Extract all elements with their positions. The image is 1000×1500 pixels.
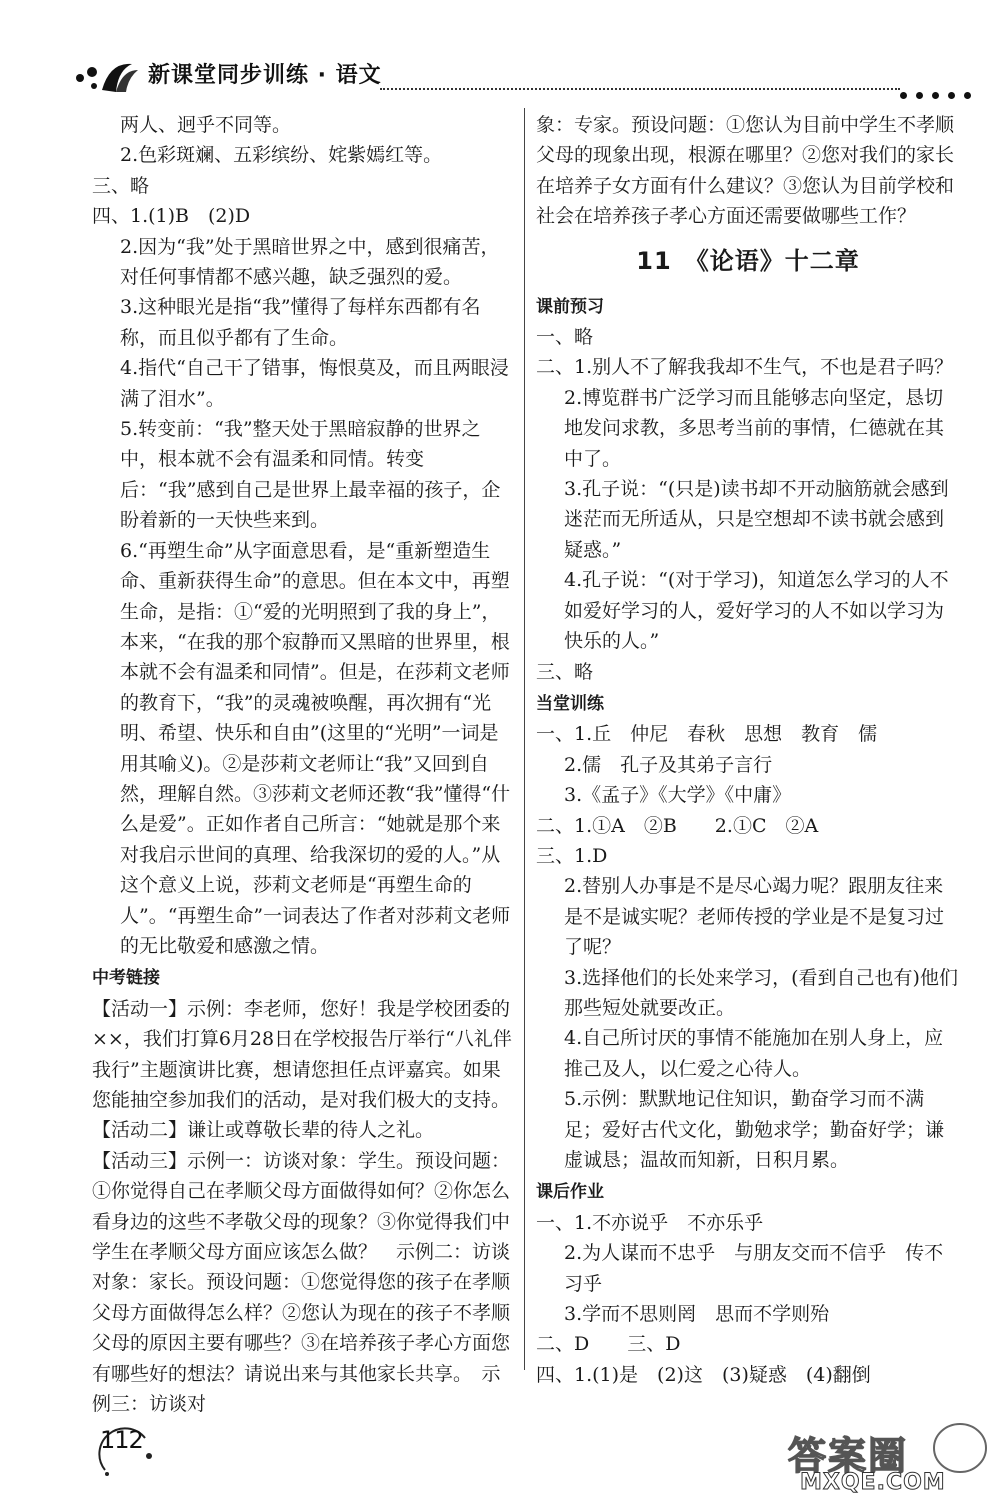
answer-line: 5.转变前：“我”整天处于黑暗寂静的世界之中，根本就不会有温柔和同情。转变后：“我”感到自己是世界上最幸福的孩子，企盼着新的一天快些来到。 [120,418,501,532]
answer-line: 两人、迥乎不同等。 [120,114,292,136]
activity-item: 【活动一】示例：李老师，您好！我是学校团委的××，我们打算6月28日在学校报告厅举行“八礼伴我行”主题演讲比赛，想请您担任点评嘉宾。如果您能抽空参加我们的活动，是对我们极大的支持。 [92,997,512,1111]
answer-line: 一、1.不亦说乎 不亦乐乎 [536,1211,764,1234]
answer-line: 二、D 三、D [536,1333,681,1356]
answer-line: 2.因为“我”处于黑暗世界之中，感到很痛苦，对任何事情都不感兴趣，缺乏强烈的爱。 [120,235,500,289]
chapter-title: 11 《论语》十二章 [636,246,860,275]
answer-line: 3.《孟子》《大学》《中庸》 [564,784,792,807]
activity-item: 【活动三】示例一：访谈对象：学生。预设问题：①你觉得自己在孝顺父母方面做得如何？②你怎么看身边的这些不孝敬父母的现象？③你觉得我们中学生在孝顺父母方面应该怎么做？ 示例二：访谈对象：家长。预设问题：①您觉得您的孩子在孝顺父母方面做得怎么样？②您认为现在的孩子不孝顺父母的原因主要有哪些？③在培养孩子孝心方面您有哪些好的想法？请说出来与其他家长共享。 示例三：访谈对 [92,1149,511,1416]
answer-line: 3.学而不思则罔 思而不学则殆 [564,1303,830,1326]
header-dots [900,84,980,103]
answer-line: 2.博览群书广泛学习而且能够志向坚定，恳切地发问求教，多思考当前的事情，仁德就在其中了。 [564,386,945,470]
answer-line: 2.儒 孔子及其弟子言行 [564,753,773,776]
header-dotted-rule [380,88,900,90]
answer-line: 2.为人谋而不忠乎 与朋友交而不信乎 传不习乎 [564,1242,944,1295]
answer-line: 一、略 [536,326,594,349]
answer-line: 4.指代“自己干了错事，悔恨莫及，而且两眼浸满了泪水”。 [120,357,509,410]
answer-line: 一、1.丘 仲尼 春秋 思想 教育 儒 [536,723,878,746]
watermark-url: MXQE.COM [800,1470,946,1495]
answer-line: 象：专家。预设问题：①您认为目前中学生不孝顺父母的现象出现，根源在哪里？②您对我们的家长在培养子女方面有什么建议？③您认为目前学校和社会在培养孩子孝心方面还需要做哪些工作？ [536,114,955,228]
right-column [536,110,960,1390]
answer-line: 4.自己所讨厌的事情不能施加在别人身上，应推己及人，以仁爱之心待人。 [564,1027,944,1080]
answer-line: 三、略 [536,660,594,683]
section-heading-preview: 课前预习 [536,296,604,317]
answer-line: 四、1.(1)B (2)D [92,205,251,228]
series-title: 新课堂同步训练 · 语文 [148,63,382,88]
answer-line: 5.示例：默默地记住知识，勤奋学习而不满足；爱好古代文化，勤勉求学；勤奋好学；谦虚诚恳；温故而知新，日积月累。 [564,1088,945,1171]
left-column [92,110,516,1419]
answer-line: 3.选择他们的长处来学习，(看到自己也有)他们那些短处就要改正。 [564,966,958,1019]
answer-line: 四、1.(1)是 (2)这 (3)疑惑 (4)翻倒 [536,1363,871,1386]
answer-line: 2.替别人办事是不是尽心竭力呢？跟朋友往来是不是诚实呢？老师传授的学业是不是复习过了呢？ [564,875,945,959]
answer-line: 3.孔子说：“(只是)读书却不开动脑筋就会感到迷茫而无所适从，只是空想却不读书就会感到疑惑。” [564,478,949,561]
answer-line: 三、略 [92,174,150,197]
watermark-text: 答案圈 [788,1434,909,1478]
answer-line: 4.孔子说：“(对于学习)，知道怎么学习的人不如爱好学习的人，爱好学习的人不如以学习为快乐的人。” [564,569,949,653]
section-heading-classwork: 当堂训练 [536,693,604,714]
section-heading-zhongkao: 中考链接 [92,968,160,989]
book-logo-icon [72,56,142,96]
answer-line: 三、1.D [536,844,608,867]
column-divider [524,108,525,1370]
activity-item: 【活动二】谦让或尊敬长辈的待人之礼。 [92,1119,435,1142]
page-number: 112 [100,1426,143,1454]
answer-line: 6.“再塑生命”从字面意思看，是“重新塑造生命、重新获得生命”的意思。但在本文中，再塑生命，是指：①“爱的光明照到了我的身上”，本来，“在我的那个寂静而又黑暗的世界里，根本就不会有温柔和同情”。但是，在莎莉文老师的教育下，“我”的灵魂被唤醒，再次拥有“光明、希望、快乐和自由”(这里的“光明”一词是用其喻义)。②是莎莉文老师让“我”又回到自然，理解自然。③莎莉文老师还教“我”懂得“什么是爱”。正如作者自己所言：“她就是那个来对我启示世间的真理、给我深切的爱的人。”从这个意义上说，莎莉文老师是“再塑生命的人”。“再塑生命”一词表达了作者对莎莉文老师的无比敬爱和感激之情。 [120,539,511,957]
answer-line: 2.色彩斑斓、五彩缤纷、姹紫嫣红等。 [120,144,443,167]
answer-line: 3.这种眼光是指“我”懂得了每样东西都有名称，而且似乎都有了生命。 [120,296,481,349]
section-heading-homework: 课后作业 [536,1182,604,1203]
page-header [0,0,1000,100]
answer-line: 二、1.①A ②B 2.①C ②A [536,814,819,837]
answer-line: 二、1.别人不了解我我却不生气，不也是君子吗？ [536,356,954,379]
